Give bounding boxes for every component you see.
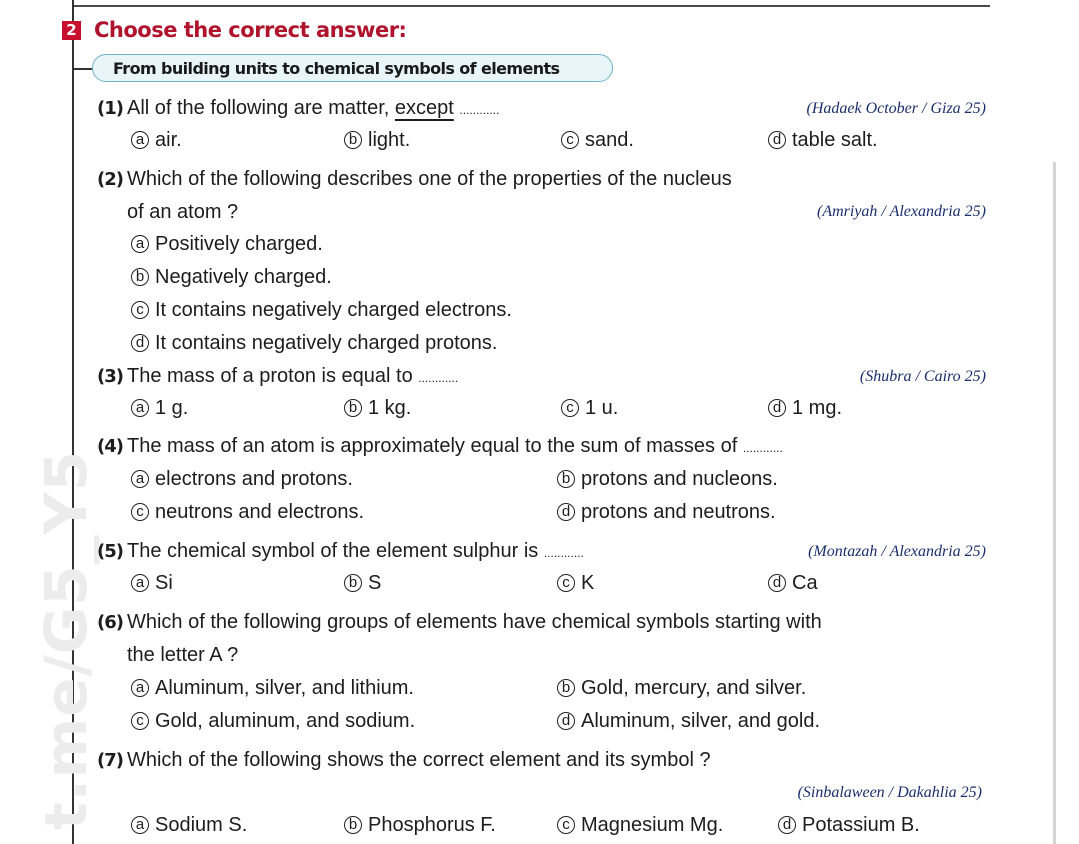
option-a[interactable]: [131, 396, 188, 420]
option-letter-circle: d: [557, 503, 575, 521]
question-2: [97, 167, 732, 192]
option-b[interactable]: [344, 571, 381, 595]
option-d[interactable]: [768, 396, 842, 420]
option-letter-circle: d: [768, 131, 786, 149]
option-letter-circle: d: [778, 816, 796, 834]
option-letter-circle: b: [557, 679, 575, 697]
exercise-title: Choose the correct answer:: [94, 18, 407, 42]
question-text: All of the following are matter,: [126, 97, 395, 119]
answer-blank: ............: [459, 103, 500, 117]
option-text: K: [581, 572, 595, 594]
option-letter-circle: c: [557, 574, 575, 592]
option-letter-circle: a: [131, 470, 149, 488]
option-text: It contains negatively charged electrons.: [155, 299, 512, 321]
option-c[interactable]: [131, 298, 512, 322]
option-text: Potassium B.: [802, 814, 920, 836]
question-number: (1): [97, 98, 123, 119]
option-letter-circle: b: [344, 816, 362, 834]
option-text: table salt.: [792, 129, 878, 151]
option-letter-circle: d: [557, 712, 575, 730]
option-d[interactable]: [557, 709, 820, 733]
option-text: 1 u.: [585, 397, 619, 419]
option-b[interactable]: [557, 467, 778, 491]
topic-text: From building units to chemical symbols of elements: [113, 58, 560, 78]
option-text: Aluminum, silver, and lithium.: [155, 677, 414, 699]
option-letter-circle: b: [344, 131, 362, 149]
option-b[interactable]: [344, 396, 411, 420]
option-letter-circle: c: [131, 301, 149, 319]
option-text: 1 kg.: [368, 397, 412, 419]
option-letter-circle: c: [131, 503, 149, 521]
question-source: (Shubra / Cairo 25): [859, 368, 986, 385]
option-b[interactable]: [344, 813, 496, 837]
option-c[interactable]: [557, 813, 723, 837]
option-text: Si: [155, 572, 173, 594]
option-text: Phosphorus F.: [368, 814, 496, 836]
option-c[interactable]: [561, 396, 618, 420]
page-edge-shadow: [1053, 162, 1056, 844]
option-b[interactable]: [557, 676, 806, 700]
option-letter-circle: d: [768, 574, 786, 592]
question-text: The chemical symbol of the element sulphur is: [126, 540, 544, 562]
question-7: [97, 748, 711, 773]
option-a[interactable]: [131, 467, 353, 491]
option-text: electrons and protons.: [155, 468, 353, 490]
watermark-text: t.me/G5_Y5: [32, 449, 100, 830]
option-b[interactable]: [131, 265, 332, 289]
option-a[interactable]: [131, 128, 182, 152]
option-text: Magnesium Mg.: [581, 814, 724, 836]
option-text: Gold, aluminum, and sodium.: [155, 710, 416, 732]
question-number: (5): [97, 541, 123, 562]
question-4: [97, 434, 783, 460]
option-text: Positively charged.: [155, 233, 323, 255]
option-text: Sodium S.: [155, 814, 248, 836]
question-1: [97, 96, 499, 122]
question-text: The mass of a proton is equal to: [126, 365, 419, 387]
option-a[interactable]: [131, 813, 247, 837]
option-letter-circle: d: [768, 399, 786, 417]
option-letter-circle: a: [131, 816, 149, 834]
option-text: Ca: [792, 572, 818, 594]
option-c[interactable]: [131, 500, 364, 524]
option-c[interactable]: [131, 709, 415, 733]
option-text: 1 mg.: [792, 397, 843, 419]
option-letter-circle: a: [131, 399, 149, 417]
option-text: It contains negatively charged protons.: [155, 332, 498, 354]
question-source: (Montazah / Alexandria 25): [808, 543, 986, 560]
option-letter-circle: a: [131, 679, 149, 697]
question-text: Which of the following shows the correct element and its symbol ?: [126, 749, 711, 771]
option-a[interactable]: [131, 571, 173, 595]
option-a[interactable]: [131, 676, 414, 700]
option-d[interactable]: [131, 331, 497, 355]
answer-blank: ............: [543, 546, 584, 560]
question-number: (7): [97, 750, 123, 771]
option-letter-circle: b: [344, 399, 362, 417]
question-6: [97, 610, 822, 635]
question-number: (4): [97, 436, 123, 457]
option-text: protons and neutrons.: [581, 501, 776, 523]
option-text: S: [368, 572, 382, 594]
question-number: (3): [97, 366, 123, 387]
exercise-number-badge: 2: [62, 21, 81, 40]
option-letter-circle: a: [131, 235, 149, 253]
option-text: air.: [155, 129, 182, 151]
option-letter-circle: b: [131, 268, 149, 286]
topic-banner: [92, 54, 613, 82]
question-text-line2: of an atom ?: [127, 201, 239, 223]
question-text: The mass of an atom is approximately equal to the sum of masses of: [126, 435, 743, 457]
question-source: (Hadaek October / Giza 25): [806, 100, 986, 117]
option-d[interactable]: [768, 128, 878, 152]
answer-blank: ............: [418, 371, 459, 385]
option-text: 1 g.: [155, 397, 189, 419]
question-text-line1: Which of the following groups of elements have chemical symbols starting with: [126, 611, 822, 633]
option-text: light.: [368, 129, 411, 151]
question-6-continued: [127, 643, 238, 667]
option-d[interactable]: [778, 813, 920, 837]
option-d[interactable]: [768, 571, 818, 595]
option-text: sand.: [585, 129, 634, 151]
option-letter-circle: a: [131, 574, 149, 592]
topic-connector-line: [73, 68, 93, 70]
question-2-continued: [127, 200, 238, 224]
option-letter-circle: b: [344, 574, 362, 592]
question-5: [97, 539, 584, 565]
question-source: (Amriyah / Alexandria 25): [816, 203, 986, 220]
question-source: (Sinbalaween / Dakahlia 25): [797, 784, 982, 801]
option-letter-circle: c: [557, 816, 575, 834]
question-number: (6): [97, 612, 123, 633]
question-emphasis: except: [394, 97, 454, 119]
question-text-line2: the letter A ?: [127, 644, 239, 666]
option-text: neutrons and electrons.: [155, 501, 365, 523]
option-letter-circle: a: [131, 131, 149, 149]
option-letter-circle: b: [557, 470, 575, 488]
option-text: Aluminum, silver, and gold.: [581, 710, 821, 732]
option-text: Gold, mercury, and silver.: [581, 677, 807, 699]
answer-blank: ............: [742, 441, 783, 455]
option-b[interactable]: [344, 128, 410, 152]
top-rule: [72, 5, 990, 7]
option-text: protons and nucleons.: [581, 468, 778, 490]
option-c[interactable]: [557, 571, 594, 595]
option-letter-circle: c: [561, 131, 579, 149]
option-letter-circle: d: [131, 334, 149, 352]
question-number: (2): [97, 169, 123, 190]
question-text-line1: Which of the following describes one of the properties of the nucleus: [126, 168, 732, 190]
option-d[interactable]: [557, 500, 776, 524]
option-c[interactable]: [561, 128, 634, 152]
option-a[interactable]: [131, 232, 323, 256]
exercise-header: [62, 18, 406, 42]
option-letter-circle: c: [131, 712, 149, 730]
option-text: Negatively charged.: [155, 266, 332, 288]
question-3: [97, 364, 458, 390]
option-letter-circle: c: [561, 399, 579, 417]
